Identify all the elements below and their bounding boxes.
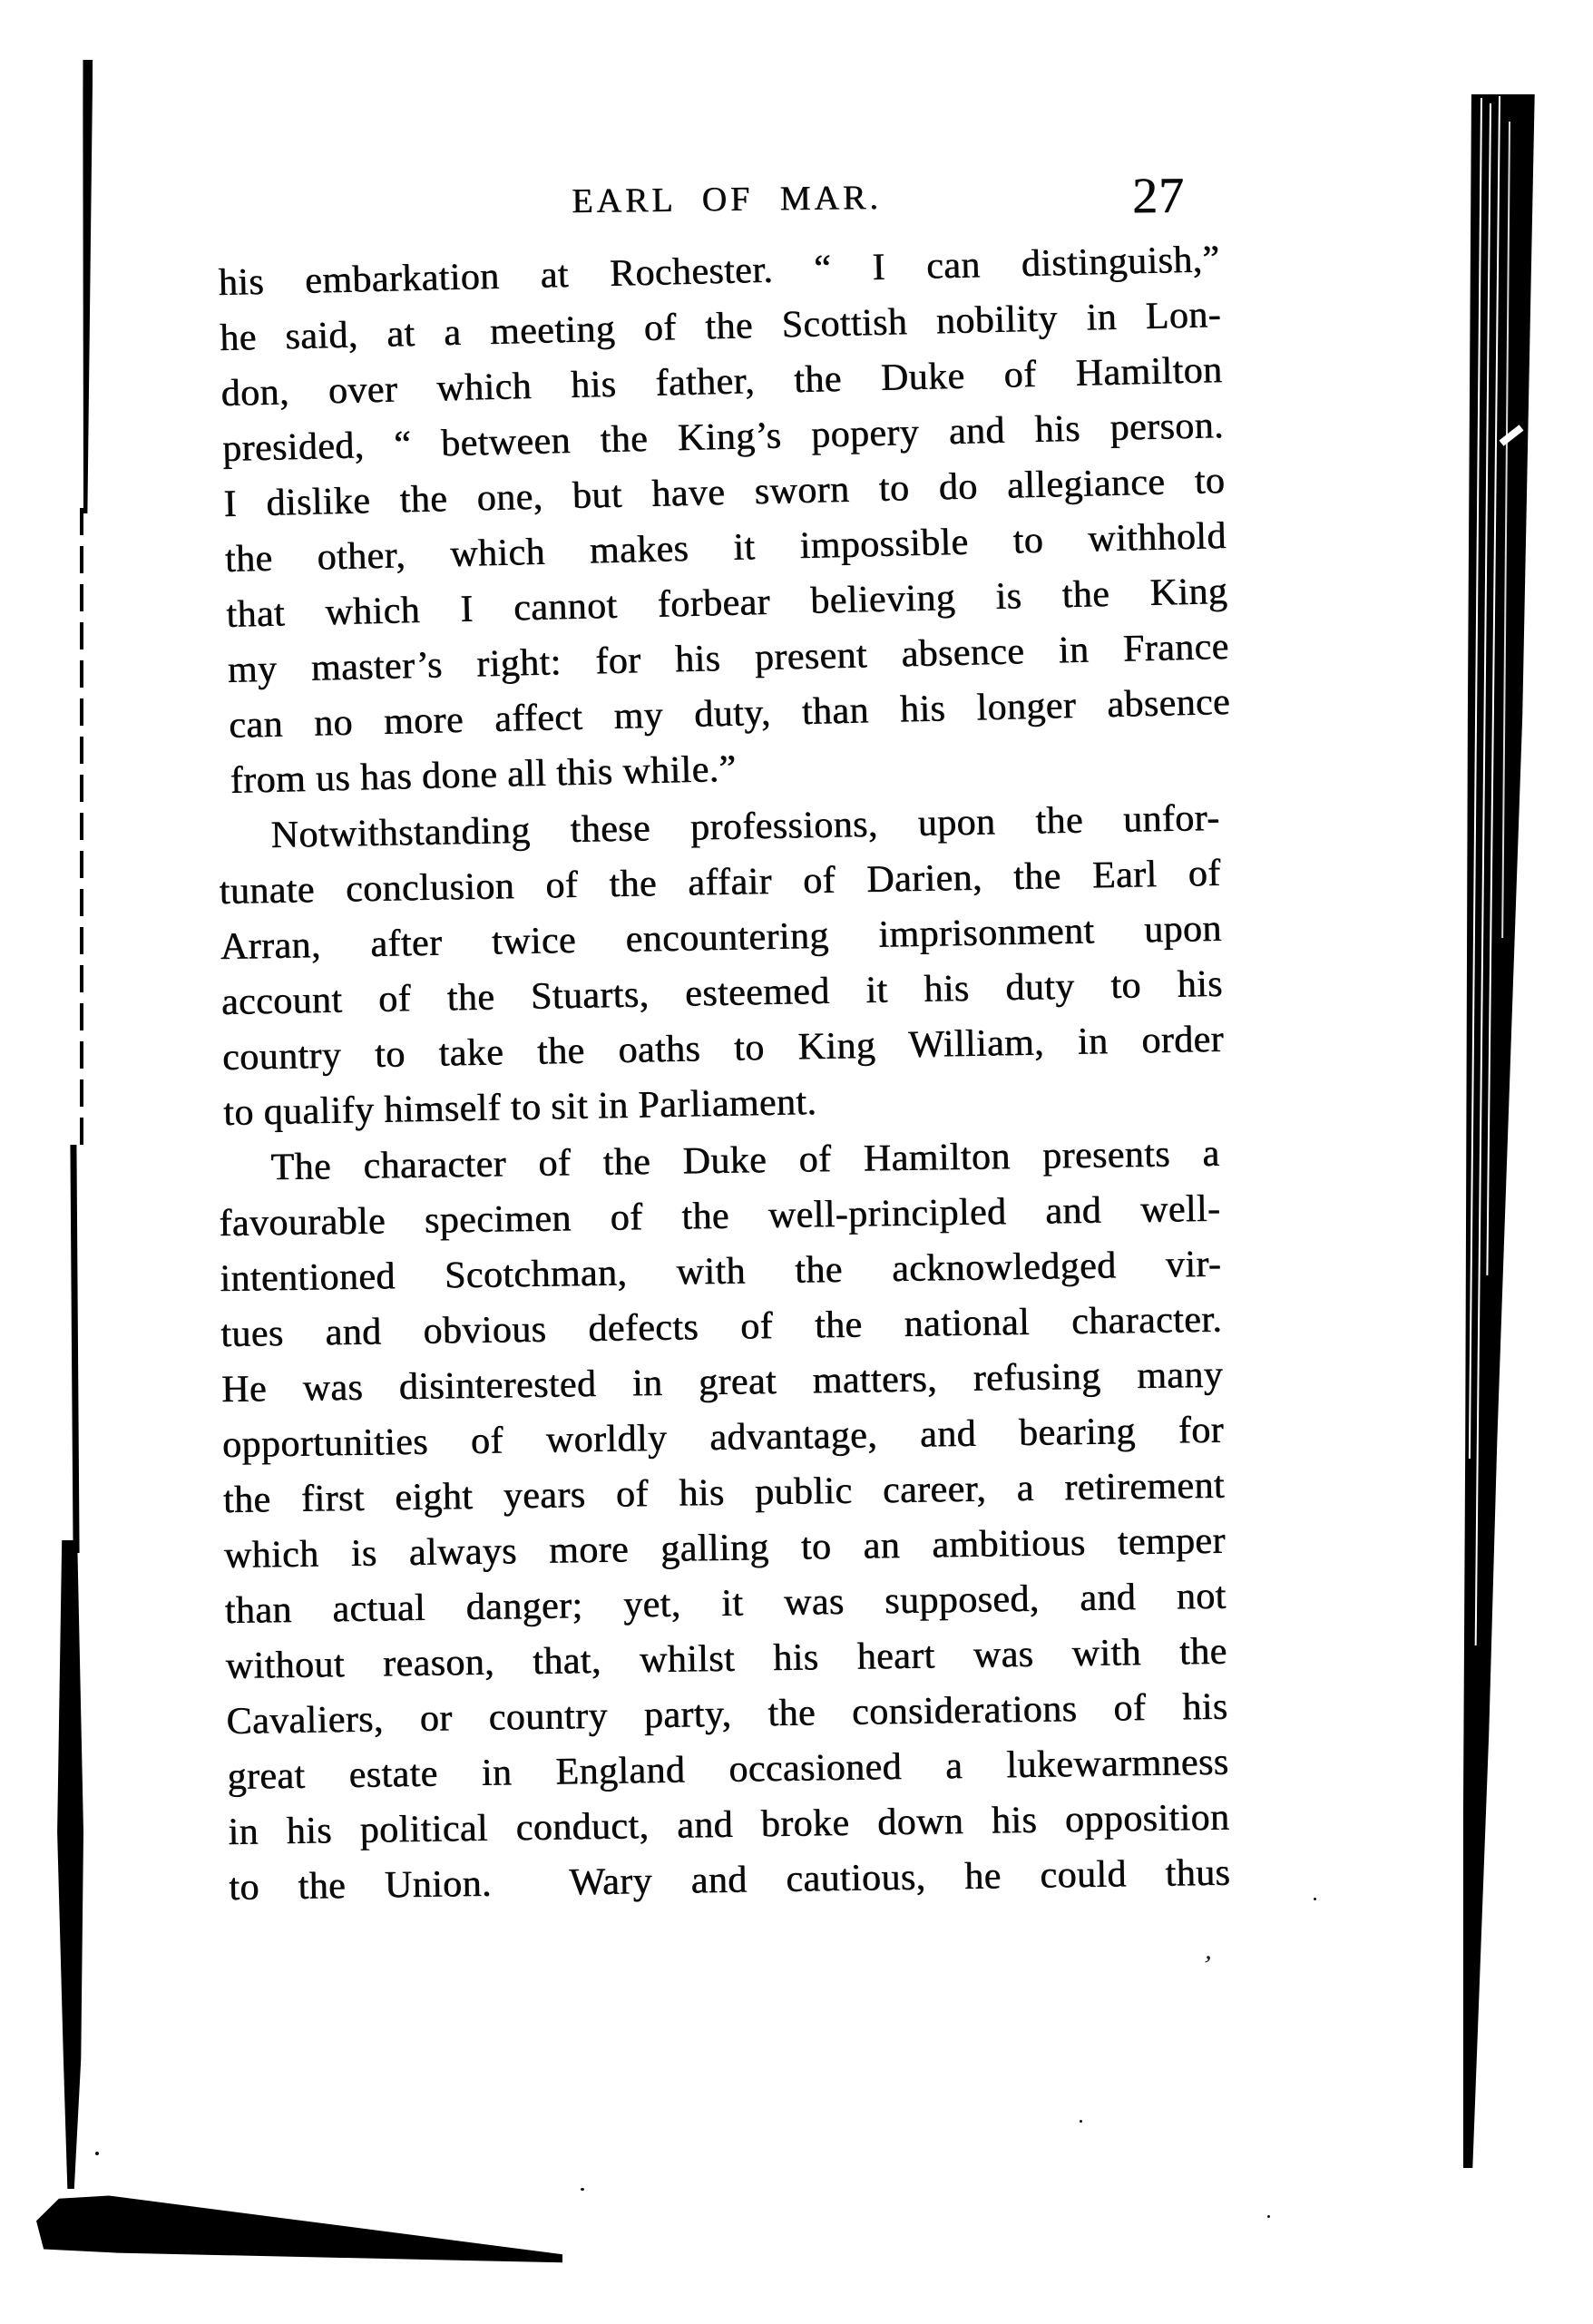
text-line: favourable specimen of the well-principled and well- [219,1187,1221,1245]
scan-speck: ’ [1198,1949,1215,1981]
text-line: opportunities of worldly advantage, and bearing for [221,1409,1225,1466]
scan-speck [1267,2215,1270,2218]
paragraph [218,791,1226,1141]
text-line: He was disinterested in great matters, refusing many [220,1353,1224,1411]
body-text [218,238,1231,1916]
text-line: than actual danger; yet, it was supposed, and not [224,1575,1227,1632]
spine-shadow-bar [1459,94,1540,2168]
text-line: from us has done all this while.” [230,747,737,802]
text-line: Cavaliers, or country party, the considerations of his [226,1685,1228,1743]
text-line: Arran, after twice encountering imprisonment upon [220,907,1223,968]
text-line: presided, “ between the King’s popery and his person. [221,404,1225,470]
left-page-edge-line-broken [80,508,83,1152]
text-line: Notwithstanding these professions, upon the unfor- [270,796,1220,856]
left-page-edge-line-mid [70,1145,79,1553]
text-line: that which I cannot forbear believing is the King [225,570,1228,636]
text-line: can no more affect my duty, than his longer absence [228,680,1231,747]
spine-white-slash [1500,425,1524,446]
left-page-edge-line-top [81,60,93,513]
text-line: I dislike the one, but have sworn to do allegiance to [222,459,1226,525]
scan-speck [95,2152,99,2155]
text-line: great estate in England occasioned a lukewarmness [227,1741,1229,1798]
text-line: which is always more galling to an ambitious temper [223,1519,1226,1577]
spine-white-striation [1501,122,1510,938]
paragraph [218,232,1232,809]
text-line: the other, which makes it impossible to withhold [224,514,1227,581]
text-line: to the Union. Wary and cautious, he could thus [228,1851,1231,1909]
text-line: country to take the oaths to King William, in order [221,1018,1225,1079]
text-line: The character of the Duke of Hamilton presents a [270,1132,1220,1189]
text-line: in his political conduct, and broke down his opposition [227,1796,1230,1853]
page-number: 27 [1131,167,1186,225]
text-line: his embarkation at Rochester. “ I can distinguish,” [218,238,1220,304]
text-line: my master’s right: for his present absence in France [227,625,1230,691]
spine-white-striation [1475,103,1491,1645]
bottom-scan-wedge [36,2193,562,2268]
text-line: to qualify himself to sit in Parliament. [222,1080,817,1134]
text-line: tues and obvious defects of the national character. [220,1298,1223,1355]
text-line: he said, at a meeting of the Scottish nobility in Lon- [219,293,1222,359]
text-line: don, over which his father, the Duke of Hamilton [220,348,1223,415]
scan-speck [1314,1898,1316,1900]
text-line: tunate conclusion of the affair of Darien, the Earl of [219,852,1221,913]
text-line: the first eight years of his public career, a retirement [222,1464,1226,1521]
left-page-edge-bar-bottom [53,1540,83,2189]
running-header: EARL OF MAR. [572,178,882,220]
text-line: account of the Stuarts, esteemed it his duty to his [220,962,1224,1023]
paragraph [218,1127,1231,1916]
text-line: intentioned Scotchman, with the acknowledged vir- [219,1243,1222,1300]
scan-speck [1080,2120,1082,2123]
text-line: without reason, that, whilst his heart was with the [225,1630,1227,1687]
scan-speck [581,2188,584,2191]
